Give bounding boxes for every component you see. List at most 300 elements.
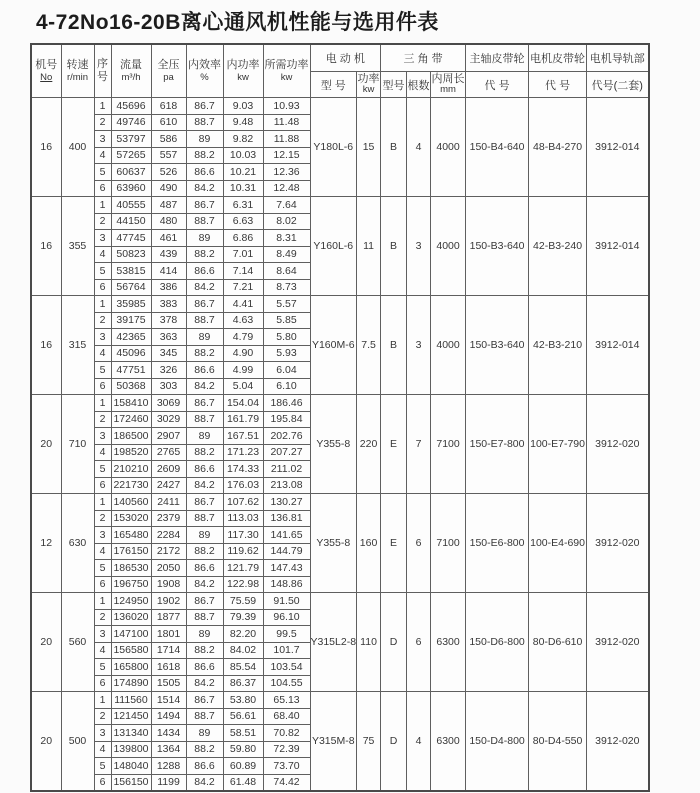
cell-flow: 44150 — [111, 213, 151, 230]
cell-required-power: 103.54 — [263, 659, 310, 676]
cell-required-power: 8.64 — [263, 263, 310, 280]
cell-flow: 158410 — [111, 395, 151, 412]
cell-pressure: 386 — [151, 279, 186, 296]
cell-pressure: 2284 — [151, 527, 186, 544]
cell-efficiency: 89 — [186, 131, 223, 148]
cell-internal-power: 9.48 — [223, 114, 263, 131]
cell-speed: 315 — [61, 296, 94, 395]
cell-pressure: 345 — [151, 345, 186, 362]
cell-internal-power: 10.03 — [223, 147, 263, 164]
cell-efficiency: 84.2 — [186, 378, 223, 395]
cell-flow: 196750 — [111, 576, 151, 593]
cell-pressure: 618 — [151, 98, 186, 115]
cell-pressure: 586 — [151, 131, 186, 148]
group-header-motor: 电 动 机 — [310, 44, 381, 72]
cell-belt-type: B — [381, 98, 407, 197]
cell-efficiency: 86.6 — [186, 461, 223, 478]
cell-belt-count: 6 — [407, 593, 431, 692]
table-row — [31, 395, 649, 412]
cell-required-power: 186.46 — [263, 395, 310, 412]
cell-pressure: 1514 — [151, 692, 186, 709]
cell-internal-power: 60.89 — [223, 758, 263, 775]
cell-efficiency: 84.2 — [186, 279, 223, 296]
col-header-motor-model: 型 号 — [310, 72, 357, 98]
cell-flow: 165800 — [111, 659, 151, 676]
cell-seq: 2 — [94, 609, 111, 626]
table-row — [31, 494, 649, 511]
cell-seq: 4 — [94, 147, 111, 164]
cell-internal-power: 176.03 — [223, 477, 263, 494]
cell-required-power: 99.5 — [263, 626, 310, 643]
cell-motor-model: Y355-8 — [310, 395, 357, 494]
cell-internal-power: 58.51 — [223, 725, 263, 742]
cell-flow: 47745 — [111, 230, 151, 247]
cell-fan-no: 20 — [31, 395, 61, 494]
cell-required-power: 12.48 — [263, 180, 310, 197]
flow-unit: m³/h — [121, 71, 141, 83]
fan-performance-table — [30, 43, 650, 792]
cell-belt-count: 7 — [407, 395, 431, 494]
cell-efficiency: 86.6 — [186, 758, 223, 775]
motor-power-unit: kw — [362, 83, 375, 95]
cell-fan-no: 20 — [31, 593, 61, 692]
cell-internal-power: 121.79 — [223, 560, 263, 577]
cell-efficiency: 86.7 — [186, 98, 223, 115]
cell-flow: 56764 — [111, 279, 151, 296]
cell-belt-length: 6300 — [431, 593, 466, 692]
cell-fan-no: 16 — [31, 98, 61, 197]
cell-flow: 35985 — [111, 296, 151, 313]
cell-speed: 500 — [61, 692, 94, 792]
cell-motor-pulley-code: 80-D4-550 — [529, 692, 587, 792]
cell-pressure: 2050 — [151, 560, 186, 577]
cell-efficiency: 88.7 — [186, 213, 223, 230]
cell-flow: 57265 — [111, 147, 151, 164]
cell-rail-code: 3912-014 — [587, 296, 649, 395]
cell-required-power: 6.10 — [263, 378, 310, 395]
header-row-1 — [31, 44, 649, 72]
cell-pressure: 2172 — [151, 543, 186, 560]
cell-efficiency: 86.7 — [186, 593, 223, 610]
cell-belt-length: 7100 — [431, 395, 466, 494]
cell-pressure: 1618 — [151, 659, 186, 676]
cell-belt-length: 4000 — [431, 98, 466, 197]
cell-pressure: 1801 — [151, 626, 186, 643]
cell-flow: 124950 — [111, 593, 151, 610]
cell-pressure: 1908 — [151, 576, 186, 593]
cell-required-power: 6.04 — [263, 362, 310, 379]
cell-pressure: 1714 — [151, 642, 186, 659]
cell-seq: 6 — [94, 378, 111, 395]
cell-seq: 5 — [94, 758, 111, 775]
table-row — [31, 593, 649, 610]
cell-motor-power: 15 — [357, 98, 381, 197]
efficiency-unit: % — [200, 71, 209, 83]
pressure-label: 全压 — [157, 59, 180, 72]
internal-power-label: 内功率 — [226, 59, 260, 72]
cell-seq: 4 — [94, 444, 111, 461]
cell-belt-type: D — [381, 593, 407, 692]
cell-flow: 45696 — [111, 98, 151, 115]
cell-seq: 2 — [94, 213, 111, 230]
table-header — [31, 44, 649, 98]
col-header-motor-pulley-code: 代 号 — [529, 72, 587, 98]
cell-efficiency: 89 — [186, 527, 223, 544]
flow-label: 流量 — [120, 59, 142, 72]
cell-seq: 6 — [94, 675, 111, 692]
cell-efficiency: 86.7 — [186, 692, 223, 709]
cell-flow: 176150 — [111, 543, 151, 560]
cell-pressure: 1494 — [151, 708, 186, 725]
cell-fan-no: 12 — [31, 494, 61, 593]
cell-internal-power: 6.63 — [223, 213, 263, 230]
cell-main-pulley-code: 150-B3-640 — [466, 197, 529, 296]
cell-speed: 560 — [61, 593, 94, 692]
cell-efficiency: 88.7 — [186, 510, 223, 527]
cell-seq: 3 — [94, 626, 111, 643]
cell-pressure: 3069 — [151, 395, 186, 412]
cell-flow: 147100 — [111, 626, 151, 643]
cell-pressure: 2765 — [151, 444, 186, 461]
cell-efficiency: 88.2 — [186, 642, 223, 659]
cell-belt-count: 3 — [407, 197, 431, 296]
cell-pressure: 439 — [151, 246, 186, 263]
cell-pressure: 2907 — [151, 428, 186, 445]
cell-seq: 4 — [94, 543, 111, 560]
col-header-efficiency — [186, 44, 223, 98]
cell-flow: 40555 — [111, 197, 151, 214]
cell-internal-power: 119.62 — [223, 543, 263, 560]
cell-seq: 6 — [94, 279, 111, 296]
col-header-belt-type: 型号 — [381, 72, 407, 98]
cell-seq: 1 — [94, 98, 111, 115]
cell-seq: 6 — [94, 477, 111, 494]
cell-flow: 121450 — [111, 708, 151, 725]
cell-required-power: 130.27 — [263, 494, 310, 511]
group-header-main-pulley: 主轴皮带轮 — [466, 44, 529, 72]
cell-flow: 198520 — [111, 444, 151, 461]
page-title: 4-72No16-20B离心通风机性能与选用件表 — [36, 11, 439, 34]
cell-required-power: 148.86 — [263, 576, 310, 593]
cell-efficiency: 86.6 — [186, 263, 223, 280]
cell-pressure: 3029 — [151, 411, 186, 428]
cell-efficiency: 89 — [186, 725, 223, 742]
cell-seq: 2 — [94, 708, 111, 725]
cell-required-power: 104.55 — [263, 675, 310, 692]
cell-internal-power: 79.39 — [223, 609, 263, 626]
cell-motor-pulley-code: 42-B3-210 — [529, 296, 587, 395]
cell-seq: 3 — [94, 725, 111, 742]
cell-internal-power: 122.98 — [223, 576, 263, 593]
cell-internal-power: 85.54 — [223, 659, 263, 676]
cell-efficiency: 88.2 — [186, 147, 223, 164]
cell-pressure: 326 — [151, 362, 186, 379]
cell-internal-power: 7.14 — [223, 263, 263, 280]
cell-efficiency: 88.2 — [186, 444, 223, 461]
cell-internal-power: 9.03 — [223, 98, 263, 115]
cell-internal-power: 7.01 — [223, 246, 263, 263]
cell-motor-model: Y315M-8 — [310, 692, 357, 792]
cell-pressure: 414 — [151, 263, 186, 280]
cell-speed: 710 — [61, 395, 94, 494]
cell-efficiency: 88.2 — [186, 345, 223, 362]
cell-belt-type: B — [381, 197, 407, 296]
cell-flow: 47751 — [111, 362, 151, 379]
cell-flow: 172460 — [111, 411, 151, 428]
cell-internal-power: 4.41 — [223, 296, 263, 313]
cell-pressure: 480 — [151, 213, 186, 230]
group-header-vbelt: 三 角 带 — [381, 44, 466, 72]
cell-speed: 400 — [61, 98, 94, 197]
cell-flow: 148040 — [111, 758, 151, 775]
cell-efficiency: 89 — [186, 428, 223, 445]
cell-required-power: 147.43 — [263, 560, 310, 577]
cell-belt-length: 6300 — [431, 692, 466, 792]
cell-seq: 2 — [94, 114, 111, 131]
cell-efficiency: 86.6 — [186, 560, 223, 577]
cell-flow: 174890 — [111, 675, 151, 692]
cell-required-power: 8.73 — [263, 279, 310, 296]
cell-seq: 6 — [94, 180, 111, 197]
cell-required-power: 141.65 — [263, 527, 310, 544]
cell-efficiency: 84.2 — [186, 180, 223, 197]
cell-required-power: 96.10 — [263, 609, 310, 626]
cell-efficiency: 84.2 — [186, 576, 223, 593]
cell-efficiency: 86.7 — [186, 395, 223, 412]
required-power-label: 所需功率 — [264, 59, 309, 72]
cell-rail-code: 3912-020 — [587, 494, 649, 593]
cell-seq: 2 — [94, 312, 111, 329]
cell-seq: 1 — [94, 593, 111, 610]
table-row — [31, 692, 649, 709]
cell-flow: 136020 — [111, 609, 151, 626]
cell-required-power: 72.39 — [263, 741, 310, 758]
cell-motor-power: 110 — [357, 593, 381, 692]
cell-pressure: 1902 — [151, 593, 186, 610]
cell-belt-type: E — [381, 395, 407, 494]
cell-efficiency: 84.2 — [186, 477, 223, 494]
cell-efficiency: 88.7 — [186, 312, 223, 329]
cell-efficiency: 86.6 — [186, 164, 223, 181]
cell-efficiency: 88.7 — [186, 609, 223, 626]
cell-flow: 131340 — [111, 725, 151, 742]
cell-required-power: 8.31 — [263, 230, 310, 247]
cell-required-power: 207.27 — [263, 444, 310, 461]
cell-required-power: 7.64 — [263, 197, 310, 214]
cell-pressure: 610 — [151, 114, 186, 131]
cell-required-power: 68.40 — [263, 708, 310, 725]
cell-internal-power: 5.04 — [223, 378, 263, 395]
cell-required-power: 65.13 — [263, 692, 310, 709]
cell-internal-power: 4.99 — [223, 362, 263, 379]
cell-efficiency: 86.6 — [186, 362, 223, 379]
cell-seq: 6 — [94, 774, 111, 791]
col-header-speed — [61, 44, 94, 98]
pressure-unit: pa — [163, 71, 174, 83]
cell-belt-type: E — [381, 494, 407, 593]
cell-flow: 186500 — [111, 428, 151, 445]
cell-internal-power: 10.21 — [223, 164, 263, 181]
table-row — [31, 197, 649, 214]
cell-motor-pulley-code: 80-D6-610 — [529, 593, 587, 692]
cell-pressure: 383 — [151, 296, 186, 313]
cell-motor-power: 160 — [357, 494, 381, 593]
cell-required-power: 144.79 — [263, 543, 310, 560]
cell-efficiency: 88.2 — [186, 543, 223, 560]
cell-seq: 4 — [94, 246, 111, 263]
cell-internal-power: 59.80 — [223, 741, 263, 758]
cell-fan-no: 16 — [31, 197, 61, 296]
cell-flow: 63960 — [111, 180, 151, 197]
cell-required-power: 5.57 — [263, 296, 310, 313]
cell-seq: 5 — [94, 560, 111, 577]
cell-internal-power: 174.33 — [223, 461, 263, 478]
belt-length-unit: mm — [440, 83, 456, 95]
cell-belt-length: 4000 — [431, 296, 466, 395]
cell-main-pulley-code: 150-E6-800 — [466, 494, 529, 593]
cell-flow: 139800 — [111, 741, 151, 758]
cell-required-power: 10.93 — [263, 98, 310, 115]
cell-flow: 49746 — [111, 114, 151, 131]
cell-motor-pulley-code: 48-B4-270 — [529, 98, 587, 197]
col-header-fan-no — [31, 44, 61, 98]
cell-efficiency: 86.7 — [186, 296, 223, 313]
cell-motor-power: 11 — [357, 197, 381, 296]
belt-length-label: 内周长 — [431, 73, 465, 86]
cell-internal-power: 4.79 — [223, 329, 263, 346]
col-header-rail-code: 代号(二套) — [587, 72, 649, 98]
cell-internal-power: 9.82 — [223, 131, 263, 148]
cell-required-power: 8.49 — [263, 246, 310, 263]
cell-pressure: 2411 — [151, 494, 186, 511]
cell-seq: 4 — [94, 345, 111, 362]
cell-pressure: 2379 — [151, 510, 186, 527]
cell-belt-count: 4 — [407, 98, 431, 197]
cell-seq: 2 — [94, 510, 111, 527]
cell-belt-length: 7100 — [431, 494, 466, 593]
cell-seq: 1 — [94, 296, 111, 313]
cell-motor-model: Y160L-6 — [310, 197, 357, 296]
cell-seq: 5 — [94, 164, 111, 181]
cell-main-pulley-code: 150-B3-640 — [466, 296, 529, 395]
cell-efficiency: 89 — [186, 626, 223, 643]
cell-pressure: 1877 — [151, 609, 186, 626]
cell-internal-power: 161.79 — [223, 411, 263, 428]
cell-internal-power: 6.86 — [223, 230, 263, 247]
cell-flow: 45096 — [111, 345, 151, 362]
cell-belt-count: 4 — [407, 692, 431, 792]
cell-internal-power: 117.30 — [223, 527, 263, 544]
cell-pressure: 461 — [151, 230, 186, 247]
cell-required-power: 8.02 — [263, 213, 310, 230]
cell-fan-no: 20 — [31, 692, 61, 792]
cell-rail-code: 3912-020 — [587, 395, 649, 494]
cell-efficiency: 84.2 — [186, 774, 223, 791]
cell-efficiency: 88.2 — [186, 246, 223, 263]
cell-efficiency: 89 — [186, 329, 223, 346]
cell-internal-power: 61.48 — [223, 774, 263, 791]
cell-pressure: 1505 — [151, 675, 186, 692]
cell-efficiency: 84.2 — [186, 675, 223, 692]
cell-main-pulley-code: 150-D6-800 — [466, 593, 529, 692]
col-header-belt-length — [431, 72, 466, 98]
cell-speed: 630 — [61, 494, 94, 593]
cell-seq: 5 — [94, 263, 111, 280]
cell-pressure: 2609 — [151, 461, 186, 478]
cell-flow: 60637 — [111, 164, 151, 181]
col-header-pressure — [151, 44, 186, 98]
fan-no-label: 机号 — [35, 59, 58, 72]
cell-internal-power: 84.02 — [223, 642, 263, 659]
required-power-unit: kw — [280, 71, 293, 83]
group-header-motor-pulley: 电机皮带轮 — [529, 44, 587, 72]
cell-flow: 42365 — [111, 329, 151, 346]
col-header-belt-count: 根数 — [407, 72, 431, 98]
cell-required-power: 136.81 — [263, 510, 310, 527]
speed-unit: r/min — [66, 71, 89, 83]
cell-seq: 1 — [94, 197, 111, 214]
cell-seq: 3 — [94, 527, 111, 544]
cell-pressure: 2427 — [151, 477, 186, 494]
cell-flow: 221730 — [111, 477, 151, 494]
cell-required-power: 11.48 — [263, 114, 310, 131]
cell-seq: 4 — [94, 642, 111, 659]
cell-seq: 1 — [94, 692, 111, 709]
col-header-flow — [111, 44, 151, 98]
cell-pressure: 378 — [151, 312, 186, 329]
cell-belt-count: 3 — [407, 296, 431, 395]
cell-internal-power: 154.04 — [223, 395, 263, 412]
cell-seq: 3 — [94, 131, 111, 148]
cell-internal-power: 86.37 — [223, 675, 263, 692]
cell-required-power: 91.50 — [263, 593, 310, 610]
cell-efficiency: 86.6 — [186, 659, 223, 676]
cell-required-power: 5.93 — [263, 345, 310, 362]
cell-required-power: 74.42 — [263, 774, 310, 791]
cell-pressure: 363 — [151, 329, 186, 346]
cell-internal-power: 171.23 — [223, 444, 263, 461]
cell-efficiency: 88.7 — [186, 411, 223, 428]
cell-efficiency: 88.7 — [186, 708, 223, 725]
cell-seq: 1 — [94, 395, 111, 412]
cell-flow: 186530 — [111, 560, 151, 577]
cell-seq: 4 — [94, 741, 111, 758]
cell-required-power: 213.08 — [263, 477, 310, 494]
cell-internal-power: 167.51 — [223, 428, 263, 445]
cell-seq: 2 — [94, 411, 111, 428]
cell-internal-power: 10.31 — [223, 180, 263, 197]
cell-flow: 165480 — [111, 527, 151, 544]
cell-belt-length: 4000 — [431, 197, 466, 296]
cell-speed: 355 — [61, 197, 94, 296]
cell-seq: 5 — [94, 362, 111, 379]
cell-seq: 3 — [94, 230, 111, 247]
cell-internal-power: 7.21 — [223, 279, 263, 296]
cell-required-power: 101.7 — [263, 642, 310, 659]
cell-flow: 153020 — [111, 510, 151, 527]
cell-efficiency: 88.2 — [186, 741, 223, 758]
cell-motor-power: 7.5 — [357, 296, 381, 395]
speed-label: 转速 — [66, 59, 89, 72]
table-row — [31, 98, 649, 115]
efficiency-label: 内效率 — [188, 59, 221, 72]
cell-motor-model: Y160M-6 — [310, 296, 357, 395]
cell-pressure: 490 — [151, 180, 186, 197]
cell-flow: 156580 — [111, 642, 151, 659]
col-header-required-power — [263, 44, 310, 98]
cell-seq: 3 — [94, 329, 111, 346]
cell-rail-code: 3912-014 — [587, 197, 649, 296]
